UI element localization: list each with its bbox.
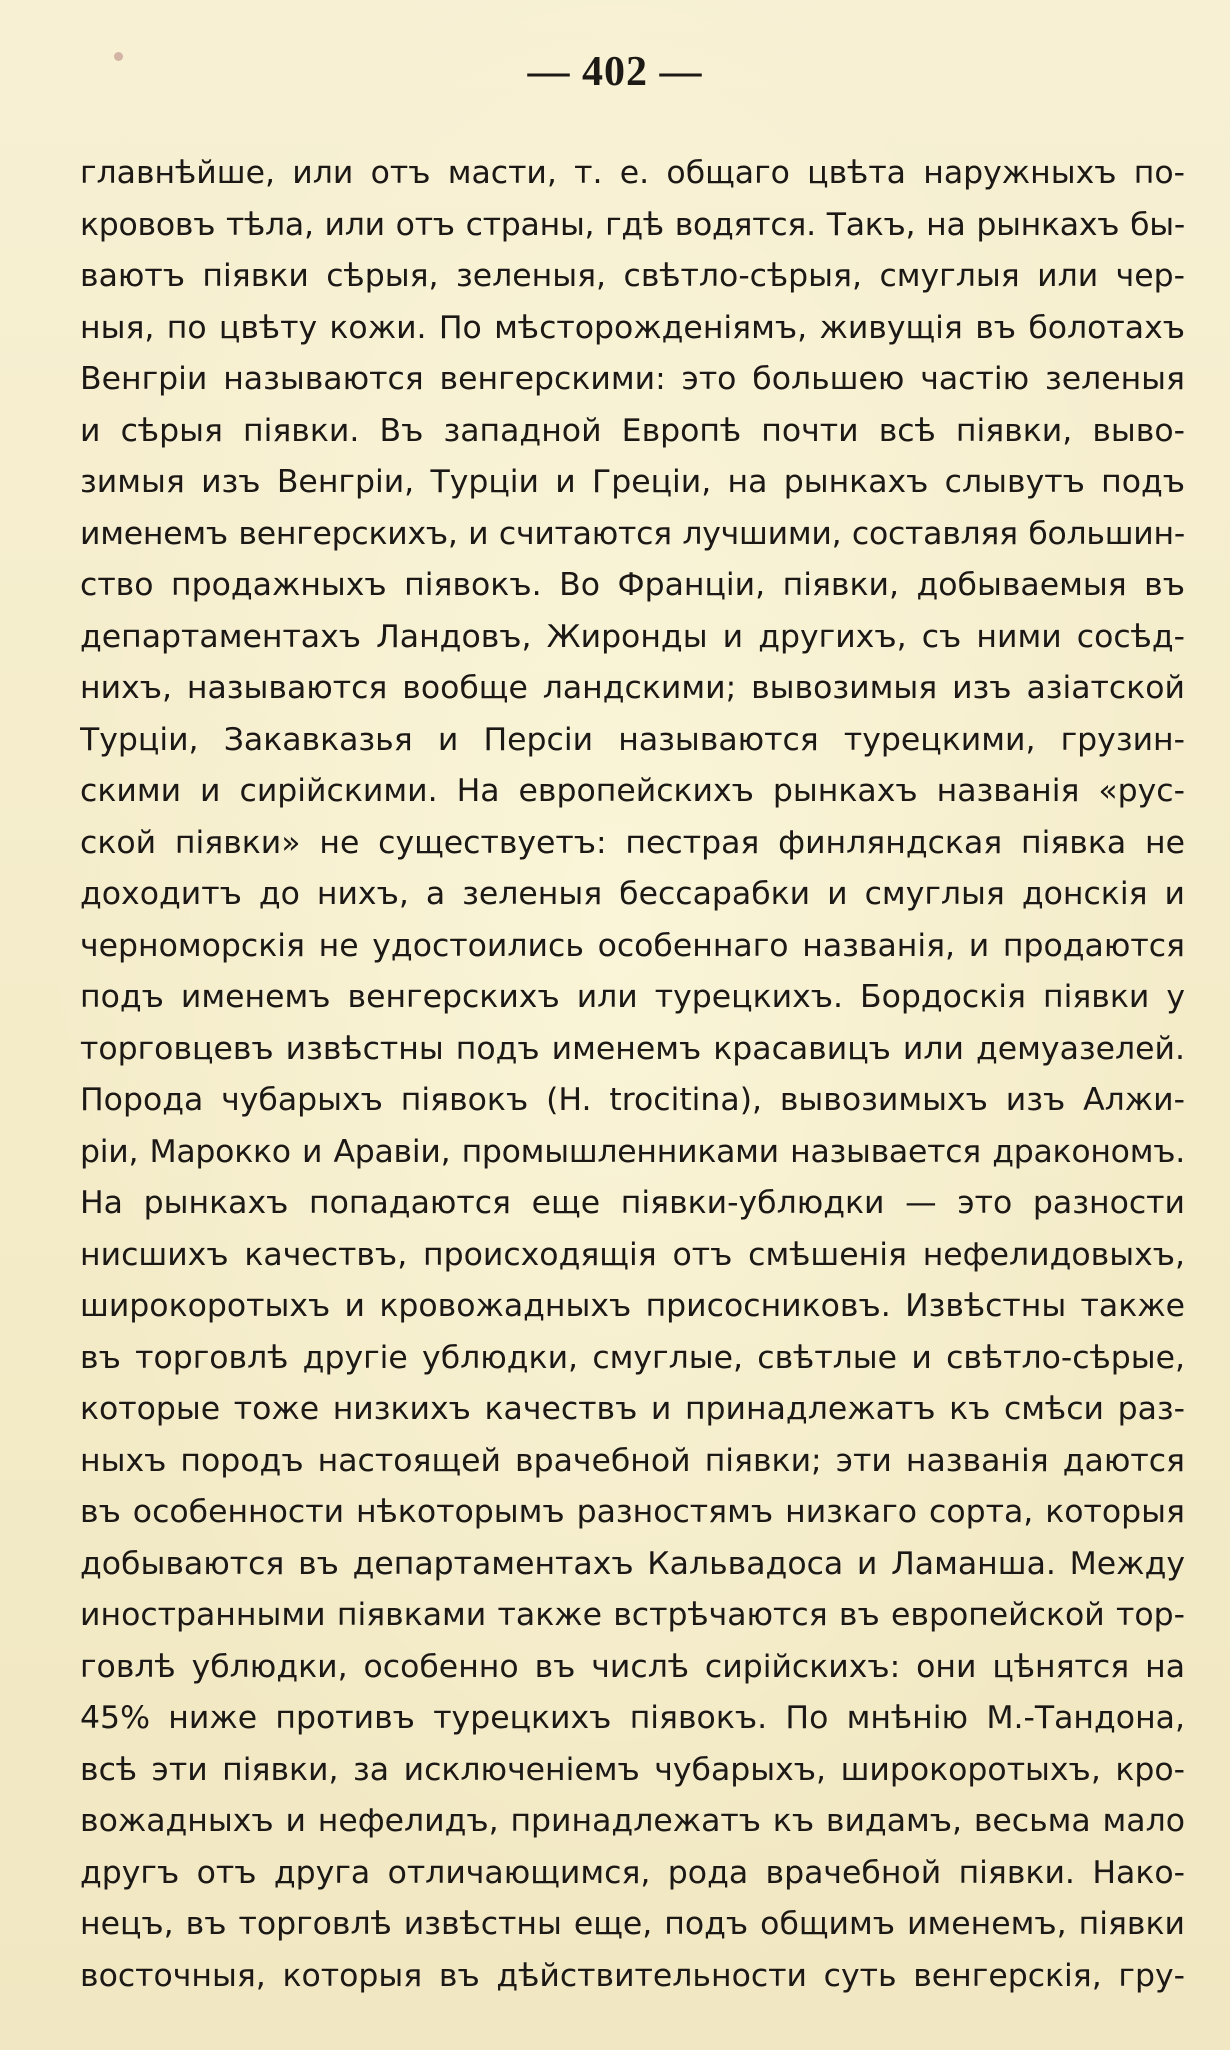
text-line: ваютъ піявки сѣрыя, зеленыя, свѣтло-сѣрыя, смуглыя или чер- <box>80 258 1185 294</box>
text-line: крововъ тѣла, или отъ страны, гдѣ водятся. Такъ, на рынкахъ бы- <box>80 206 1185 243</box>
text-line: скими и сирійскими. На европейскихъ рынкахъ названія «рус- <box>80 773 1185 809</box>
text-line: вожадныхъ и нефелидъ, принадлежатъ къ видамъ, весьма мало <box>80 1803 1185 1839</box>
text-line: Турціи, Закавказья и Персіи называются турецкими, грузин- <box>80 721 1185 758</box>
text-line: другъ отъ друга отличающимся, рода врачебной піявки. Нако- <box>80 1854 1185 1891</box>
text-line: черноморскія не удостоились особеннаго названія, и продаются <box>80 927 1185 964</box>
text-line: главнѣйше, или отъ масти, т. е. общаго цвѣта наружныхъ по- <box>80 155 1185 191</box>
text-line: подъ именемъ венгерскихъ или турецкихъ. Бордоскія піявки у <box>80 979 1185 1015</box>
text-line: 45% ниже противъ турецкихъ піявокъ. По мнѣнію М.-Тандона, <box>80 1700 1185 1736</box>
text-line: ныя, по цвѣту кожи. По мѣсторожденіямъ, живущія въ болотахъ <box>80 309 1185 346</box>
text-line: нисшихъ качествъ, происходящія отъ смѣшенія нефелидовыхъ, <box>80 1236 1185 1273</box>
text-line: добываются въ департаментахъ Кальвадоса и Ламанша. Между <box>80 1545 1185 1582</box>
text-line: восточныя, которыя въ дѣйствительности суть венгерскія, гру- <box>80 1957 1185 1994</box>
text-line: широкоротыхъ и кровожадныхъ присосниковъ. Извѣстны также <box>80 1288 1185 1324</box>
text-line: говлѣ ублюдки, особенно въ числѣ сирійскихъ: они цѣнятся на <box>80 1648 1185 1685</box>
text-line: Венгріи называются венгерскими: это большею частію зеленыя <box>80 361 1185 397</box>
text-line: и сѣрыя піявки. Въ западной Европѣ почти всѣ піявки, выво- <box>80 412 1185 449</box>
text-line: нецъ, въ торговлѣ извѣстны еще, подъ общимъ именемъ, піявки <box>80 1906 1185 1942</box>
text-line: торговцевъ извѣстны подъ именемъ красавицъ или демуазелей. <box>80 1030 1185 1067</box>
text-line: Порода чубарыхъ піявокъ (H. trocitina), вывозимыхъ изъ Алжи- <box>80 1082 1185 1118</box>
text-line: На рынкахъ попадаются еще піявки-ублюдки — это разности <box>80 1185 1185 1221</box>
text-line: нихъ, называются вообще ландскими; вывозимыя изъ азіатской <box>80 670 1185 706</box>
text-line: доходитъ до нихъ, а зеленыя бессарабки и смуглыя донскія и <box>80 876 1185 912</box>
text-line: департаментахъ Ландовъ, Жиронды и другихъ, съ ними сосѣд- <box>80 618 1185 655</box>
text-line: ріи, Марокко и Аравіи, промышленниками называется дракономъ. <box>80 1133 1185 1170</box>
text-line: въ особенности нѣкоторымъ разностямъ низкаго сорта, которыя <box>80 1494 1185 1530</box>
text-line: ство продажныхъ піявокъ. Во Франціи, піявки, добываемыя въ <box>80 567 1185 603</box>
body-text <box>80 148 1185 2002</box>
text-line: зимыя изъ Венгріи, Турціи и Греціи, на рынкахъ слывутъ подъ <box>80 464 1185 500</box>
text-line: именемъ венгерскихъ, и считаются лучшими, составляя большин- <box>80 515 1185 552</box>
page-number: — 402 — <box>527 49 703 95</box>
text-line: въ торговлѣ другіе ублюдки, смуглые, свѣтлые и свѣтло-сѣрые, <box>80 1339 1185 1376</box>
text-line: которые тоже низкихъ качествъ и принадлежатъ къ смѣси раз- <box>80 1391 1185 1427</box>
text-line: ныхъ породъ настоящей врачебной піявки; эти названія даются <box>80 1442 1185 1479</box>
text-line: ской піявки» не существуетъ: пестрая финляндская піявка не <box>80 824 1185 861</box>
text-line: иностранными піявками также встрѣчаются въ европейской тор- <box>80 1597 1185 1633</box>
text-line: всѣ эти піявки, за исключеніемъ чубарыхъ, широкоротыхъ, кро- <box>80 1751 1185 1788</box>
